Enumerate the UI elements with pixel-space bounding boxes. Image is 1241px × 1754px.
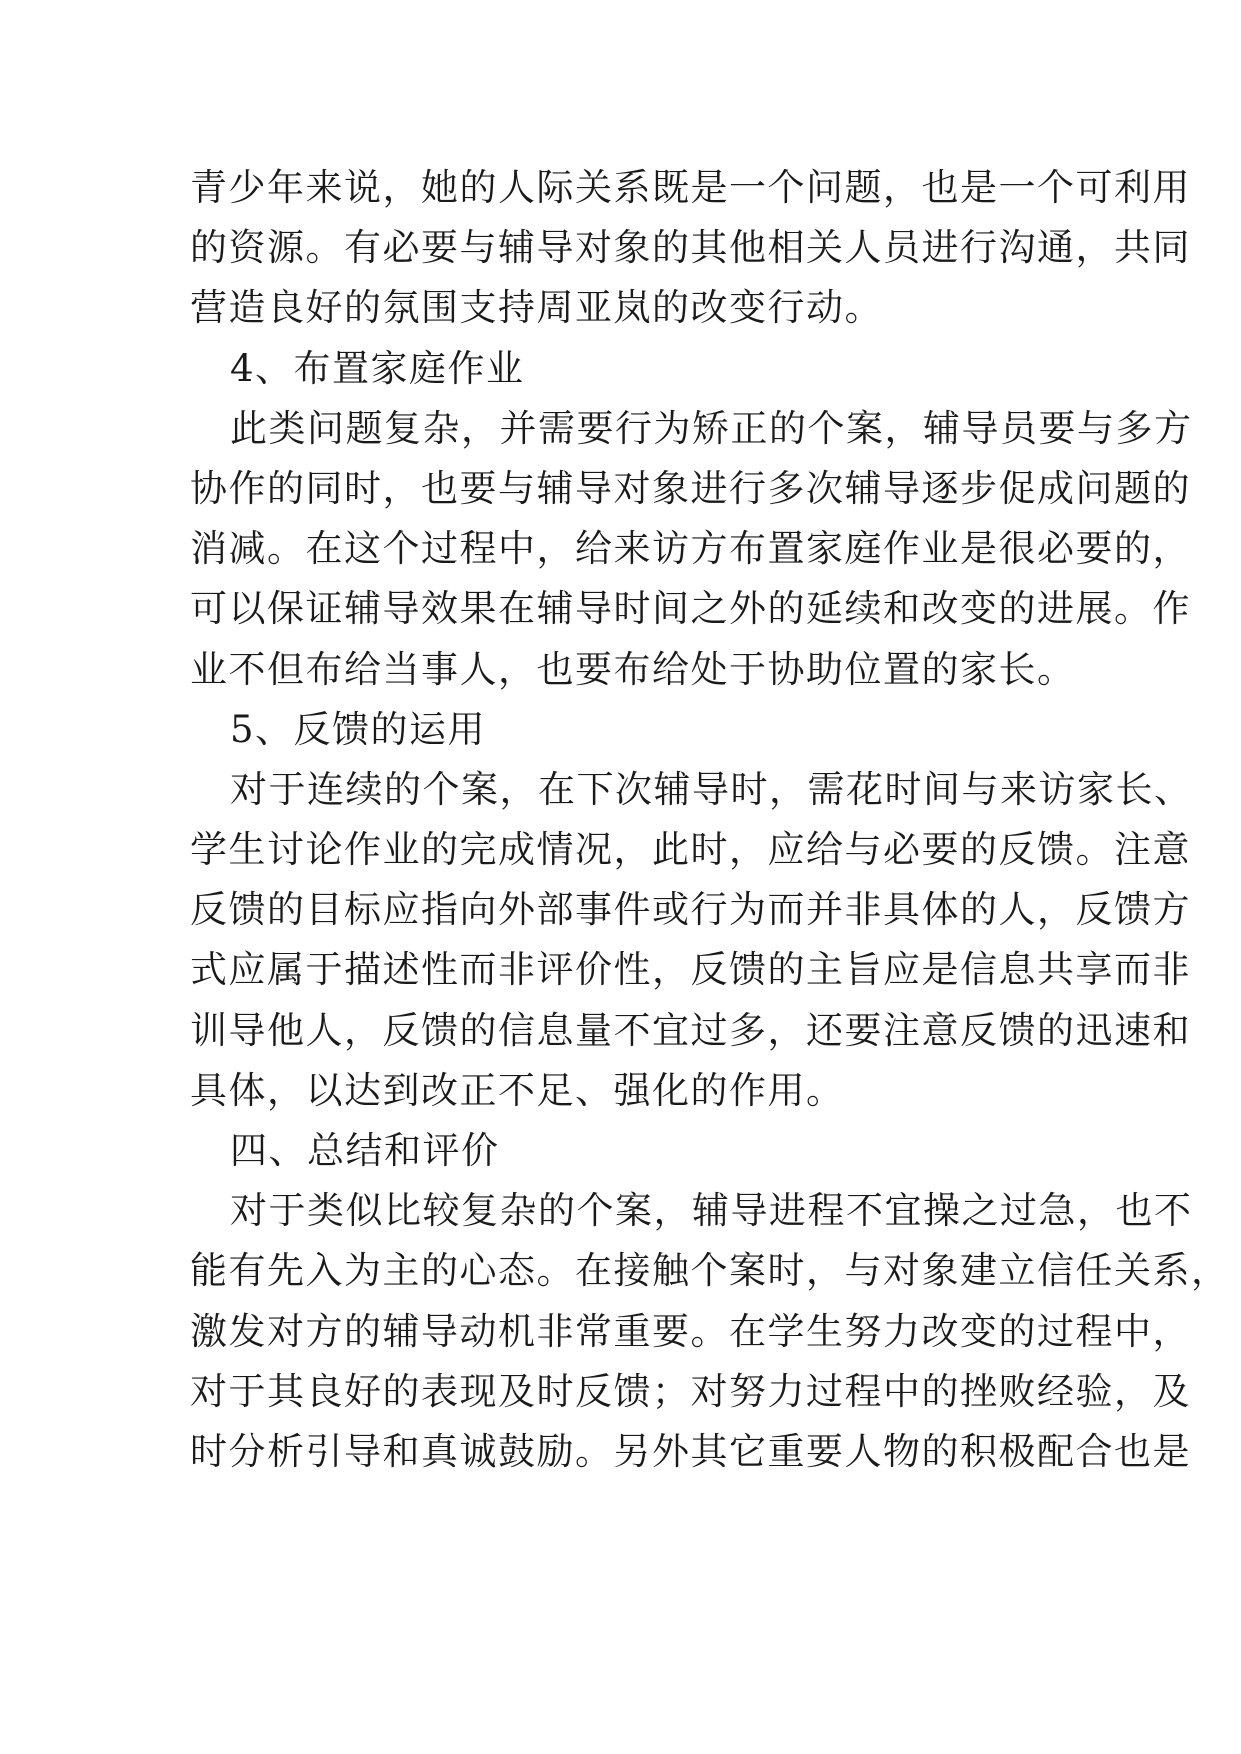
text-line: 协作的同时，也要与辅导对象进行多次辅导逐步促成问题的 (190, 466, 1191, 510)
document-body (190, 158, 1230, 1482)
text-line: 对于连续的个案，在下次辅导时，需花时间与来访家长、 (230, 767, 1193, 811)
section-heading: 四、总结和评价 (230, 1129, 500, 1172)
text-line: 训导他人，反馈的信息量不宜过多，还要注意反馈的迅速和 (190, 1008, 1191, 1052)
text-line: 对于类似比较复杂的个案，辅导进程不宜操之过急，也不 (230, 1189, 1193, 1233)
text-line: 业不但布给当事人，也要布给处于协助位置的家长。 (190, 647, 1076, 691)
text-line: 可以保证辅导效果在辅导时间之外的延续和改变的进展。作 (190, 587, 1191, 631)
text-line: 能有先入为主的心态。在接触个案时，与对象建立信任关系， (190, 1249, 1230, 1293)
text-line: 此类问题复杂，并需要行为矫正的个案，辅导员要与多方 (230, 406, 1193, 450)
section-heading: 5、反馈的运用 (230, 707, 487, 751)
text-line: 时分析引导和真诚鼓励。另外其它重要人物的积极配合也是 (190, 1429, 1191, 1473)
text-line: 激发对方的辅导动机非常重要。在学生努力改变的过程中， (190, 1309, 1191, 1353)
text-line: 青少年来说，她的人际关系既是一个问题，也是一个可利用 (190, 166, 1191, 209)
text-line: 具体，以达到改正不足、强化的作用。 (190, 1068, 845, 1112)
text-line: 消减。在这个过程中，给来访方布置家庭作业是很必要的， (190, 527, 1191, 571)
text-line: 学生讨论作业的完成情况，此时，应给与必要的反馈。注意 (190, 828, 1191, 872)
text-line: 反馈的目标应指向外部事件或行为而并非具体的人，反馈方 (190, 888, 1191, 932)
section-heading: 4、布置家庭作业 (230, 346, 525, 390)
text-line: 营造良好的氛围支持周亚岚的改变行动。 (190, 286, 883, 330)
text-line: 的资源。有必要与辅导对象的其他相关人员进行沟通，共同 (190, 226, 1191, 270)
text-line: 对于其良好的表现及时反馈；对努力过程中的挫败经验，及 (190, 1369, 1191, 1413)
text-line: 式应属于描述性而非评价性，反馈的主旨应是信息共享而非 (190, 948, 1191, 992)
